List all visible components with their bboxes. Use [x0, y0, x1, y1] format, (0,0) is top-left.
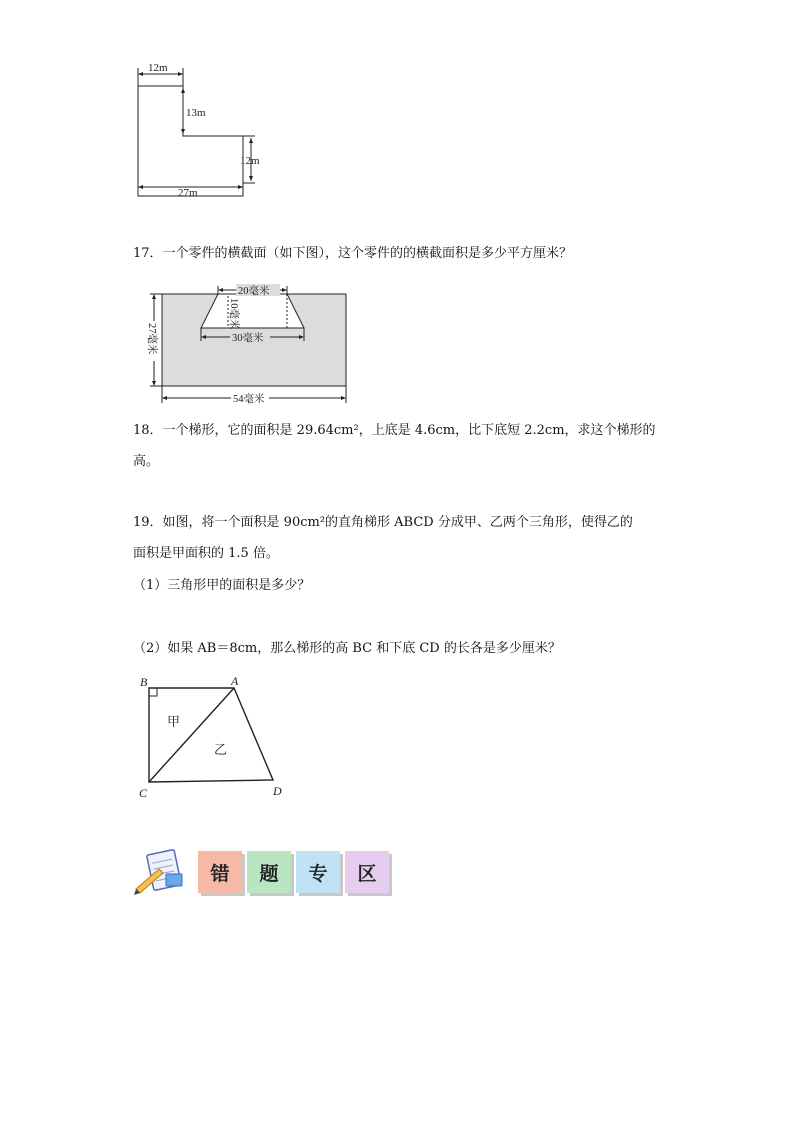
right-angle-mark — [149, 688, 157, 696]
slot-bottom-label: 30毫米 — [232, 333, 264, 344]
l-shape-figure — [130, 60, 290, 205]
question-17: 17．一个零件的横截面（如下图），这个零件的的横截面积是多少平方厘米？ — [133, 246, 573, 261]
vertex-a-label: A — [231, 674, 239, 688]
width-label: 54毫米 — [233, 394, 265, 405]
region-yi-label: 乙 — [214, 742, 228, 757]
banner-char-3: 专 — [296, 851, 340, 893]
question-19-part-1: （1）三角形甲的面积是多少？ — [133, 578, 311, 593]
trapezoid-abcd-figure — [135, 670, 295, 805]
part-cross-section-figure — [138, 283, 353, 408]
banner-char-1: 错 — [198, 851, 242, 893]
slot-depth-label: 10毫米 — [228, 298, 239, 330]
drop-label: 13m — [186, 107, 206, 119]
height-label: 27毫米 — [146, 323, 157, 355]
diagonal-ca — [149, 688, 234, 782]
question-19-line-2: 面积是甲面积的 1.5 倍。 — [133, 546, 279, 561]
banner-char-4: 区 — [345, 851, 389, 893]
bottom-width-label: 27m — [178, 187, 198, 199]
question-18-line-1: 18．一个梯形，它的面积是 29.64cm²，上底是 4.6cm，比下底短 2.2cm，求这个梯形的 — [133, 423, 656, 438]
vertex-d-label: D — [273, 784, 282, 798]
question-19-line-1: 19．如图，将一个面积是 90cm²的直角梯形 ABCD 分成甲、乙两个三角形，使得乙的 — [133, 515, 633, 530]
question-18-line-2: 高。 — [133, 454, 160, 469]
notebook-pencil-icon — [133, 849, 189, 895]
region-jia-label: 甲 — [167, 714, 181, 729]
vertex-c-label: C — [139, 786, 148, 800]
l-shape-outline — [138, 68, 243, 196]
right-height-label: 12m — [240, 155, 260, 167]
trapezoid-outline — [149, 688, 273, 782]
vertex-b-label: B — [140, 675, 148, 689]
question-19-part-2: （2）如果 AB＝8cm，那么梯形的高 BC 和下底 CD 的长各是多少厘米？ — [133, 641, 561, 656]
slot-top-label: 20毫米 — [238, 286, 270, 297]
trapezoid-slot — [201, 294, 304, 328]
banner-char-2: 题 — [247, 851, 291, 893]
top-width-label: 12m — [148, 62, 168, 74]
